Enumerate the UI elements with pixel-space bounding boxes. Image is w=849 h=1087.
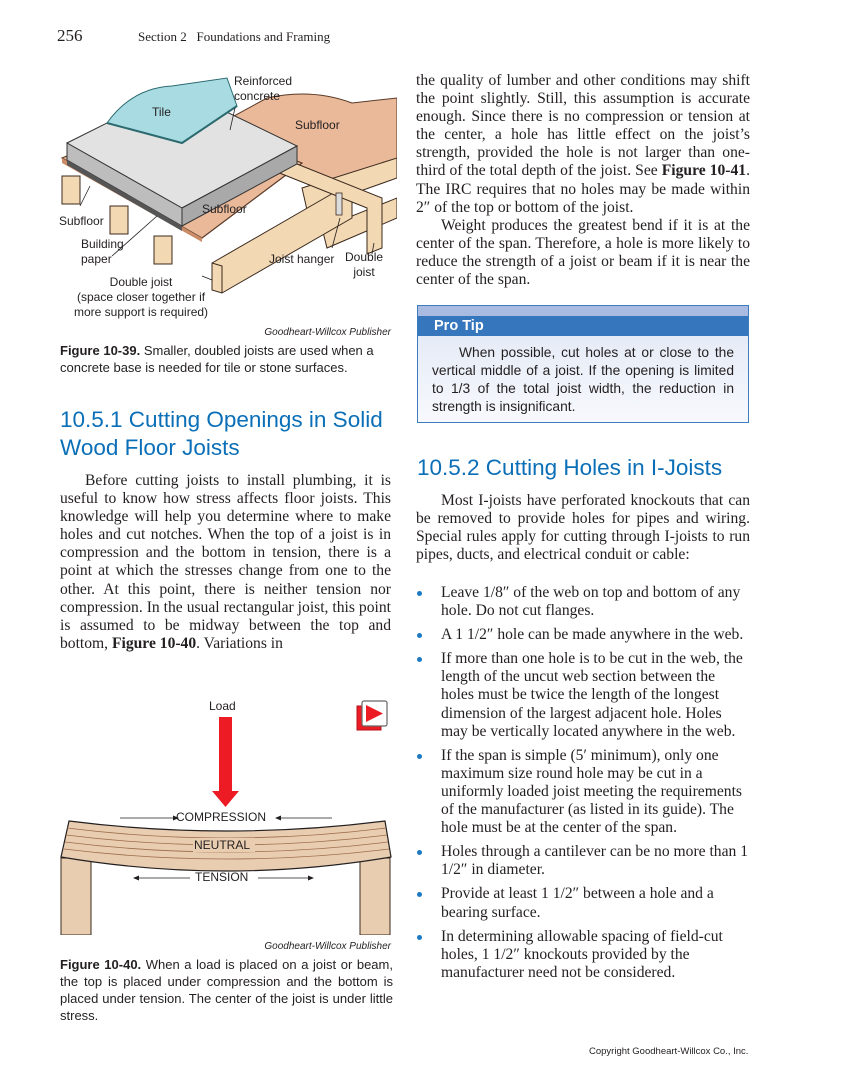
pro-tip-title: Pro Tip	[418, 316, 748, 336]
figure-ref-10-40[interactable]: Figure 10-40	[111, 634, 197, 652]
play-video-icon[interactable]	[356, 700, 388, 732]
figure-10-39-caption: Figure 10-39. Smaller, doubled joists are used when a concrete base is needed for tile or stone surfaces.	[60, 343, 374, 375]
figure-ref-10-41[interactable]: Figure 10-41	[661, 162, 747, 180]
paragraph-weight-bend: Weight produces the greatest bend if it is at the center of the span. Therefore, a hole is more likely to reduce the strength of a joist or beam if it is near the center of the span.	[416, 217, 750, 289]
label-joist-hanger: Joist hanger	[269, 252, 335, 266]
section-heading-10-5-2: 10.5.2 Cutting Holes in I-Joists	[417, 455, 723, 480]
label-subfloor-middle: Subfloor	[202, 202, 247, 216]
paragraph-stress-intro: Before cutting joists to install plumbing, it is useful to know how stress affects floor joists. This knowledge will help you determine where to make holes and cut notches. When the top of a joist is in compression and the bottom in tension, there is a point at which the stresses change from one to the other. At this point, there is neither tension nor compression. In the usual rectangular joist, this point is assumed to be midway between the top and bottom, Figure 10-40. Variations in	[60, 472, 391, 652]
page-number: 256	[57, 26, 83, 45]
pro-tip-body: When possible, cut holes at or close to the vertical middle of a joist. If the opening is limited to 1/3 of the total joist width, the reduction in strength is insignificant.	[432, 345, 734, 414]
list-item: Holes through a cantilever can be no more than 1 1/2″ in diameter.	[416, 843, 750, 879]
label-double-joist-right: Double joist	[345, 250, 384, 279]
figure-10-40-illustration	[55, 695, 400, 935]
label-tile: Tile	[152, 105, 171, 119]
figure-10-40-credit: Goodheart-Willcox Publisher	[264, 941, 391, 952]
label-neutral: NEUTRAL	[194, 838, 251, 852]
label-compression: COMPRESSION	[176, 810, 267, 824]
bullet-icon	[417, 754, 422, 759]
pro-tip-box	[417, 305, 749, 423]
list-item: If the span is simple (5′ minimum), only one maximum size round hole may be cut in a uniformly loaded joist meeting the requirements of the manufacturer (as listed in its guide). The hole must be at the center of the span.	[416, 747, 750, 837]
bullet-icon	[417, 633, 422, 638]
bullet-icon	[417, 935, 422, 940]
paragraph-stress-continued: the quality of lumber and other conditions may shift the point slightly. Still, this assumption is accurate enough. Since there is no compression or tension at the center, a hole has little effect on the joist’s strength, provided the hole is not larger than one-third of the total depth of the joist. See Figure 10-41. The IRC requires that no holes may be made within 2″ of the top or bottom of the joist.	[416, 72, 750, 216]
figure-10-39-illustration	[52, 68, 397, 330]
section-heading-10-5-1: 10.5.1 Cutting Openings in Solid Wood Floor Joists	[60, 407, 383, 460]
label-building-paper: Building paper	[81, 237, 124, 266]
figure-label: Figure 10-40.	[60, 957, 142, 972]
list-item: Provide at least 1 1/2″ between a hole and a bearing surface.	[416, 885, 750, 921]
copyright-notice: Copyright Goodheart-Willcox Co., Inc.	[589, 1046, 749, 1057]
bullet-icon	[417, 892, 422, 897]
label-tension: TENSION	[195, 870, 249, 884]
label-load: Load	[209, 699, 236, 713]
list-item: Leave 1/8″ of the web on top and bottom of any hole. Do not cut flanges.	[416, 584, 750, 620]
figure-label: Figure 10-39.	[60, 343, 141, 358]
ijoist-rules-list	[416, 584, 750, 988]
label-reinforced-concrete: Reinforced concrete	[234, 74, 293, 103]
list-item: A 1 1/2″ hole can be made anywhere in the web.	[416, 626, 750, 644]
label-double-joist-note: Double joist (space closer together if more support is required)	[74, 275, 209, 319]
bullet-icon	[417, 850, 422, 855]
bullet-icon	[417, 591, 422, 596]
label-subfloor-right: Subfloor	[295, 118, 340, 132]
label-subfloor-left: Subfloor	[59, 214, 104, 228]
bullet-icon	[417, 657, 422, 662]
paragraph-ijoist-intro: Most I-joists have perforated knockouts that can be removed to provide holes for pipes and wiring. Special rules apply for cutting through I-joists to run pipes, ducts, and electrical conduit or cable:	[416, 492, 750, 564]
list-item: In determining allowable spacing of field-cut holes, 1 1/2″ knockouts provided by the manufacturer need not be considered.	[416, 928, 750, 982]
pro-tip-band	[418, 306, 748, 316]
figure-10-40-caption: Figure 10-40. When a load is placed on a joist or beam, the top is placed under compression and the bottom is placed under tension. The center of the joist is under little stress.	[60, 957, 393, 1023]
running-head: Section 2 Foundations and Framing	[138, 29, 331, 44]
list-item: If more than one hole is to be cut in the web, the length of the uncut web section between the holes must be twice the length of the longest dimension of the largest adjacent hole. Holes may be vertically located anywhere in the web.	[416, 650, 750, 740]
figure-10-39-credit: Goodheart-Willcox Publisher	[264, 327, 391, 338]
